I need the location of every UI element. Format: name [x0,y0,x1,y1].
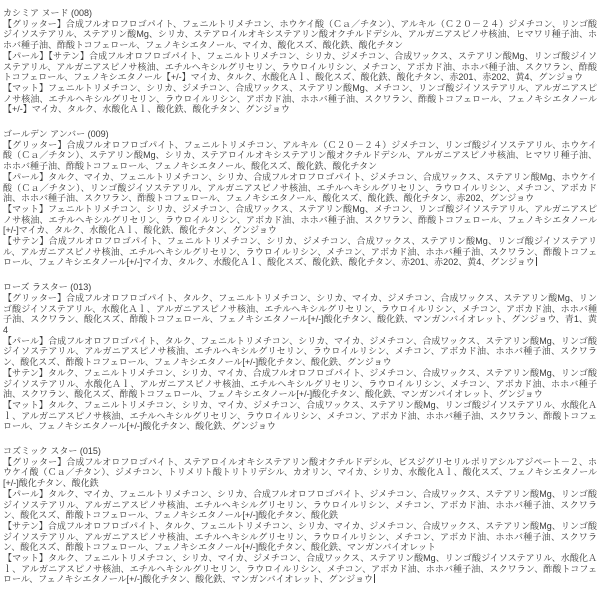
ingredient-text: 【サテン】合成フルオロフロゴパイト、タルク、フェニルトリメチコン、シリカ、マイカ、ジメチコン、合成ワックス、ステアリン酸Mg、リンゴ酸ジイソステアリル、アルガニアスピノサ核油、エチルヘキシルグリセリン、ラウロイルリシン、メチコン、アボカド油、ホホバ種子油、スクワラン、酸化スズ、酢酸トコフェロール、フェノキシエタノール[+/-]酸化チタン、酸化鉄、マンガンバイオレット [3,520,597,553]
text-cursor [374,574,375,583]
ingredient-text: 【グリッター】合成フルオロフロゴパイト、ステアロイルオキシステアリン酸オクチルドデシル、ビスジグリセリルポリアシルアジペート－２、ホウケイ酸（Ｃａ／チタン）、ジメチコン、トリメリト酸トリトリデシル、カオリン、マイカ、シリカ、水酸化Ａｌ、酸化スズ、フェノキシエタノール[+/-]酸化チタン、酸化鉄 [3,456,597,489]
ingredient-paragraph-matte [3,204,597,236]
ingredient-text: 【グリッター】合成フルオロフロゴパイト、フェニルトリメチコン、ホウケイ酸（Ｃａ／チタン）、アルキル（Ｃ２０－２４）ジメチコン、リンゴ酸ジイソステアリル、ステアリン酸Mg、シリカ、ステアロイルオキシステアリン酸オクチルドデシル、アルガニアスピノサ核油、ヒマワリ種子油、ホホバ種子油、酢酸トコフェロール、フェノキシエタノール、マイカ、酸化スズ、酸化鉄、酸化チタン [3,18,597,51]
product-section-013 [3,282,597,432]
ingredient-paragraph-glitter [3,140,597,172]
ingredient-paragraph-pearl [3,336,597,368]
ingredient-text: 【マット】タルク、フェニルトリメチコン、シリカ、マイカ、ジメチコン、合成ワックス、ステアリン酸Mg、リンゴ酸ジイソステアリル、水酸化Ａｌ、アルガニアスピノサ核油、エチルヘキシルグリセリン、ラウロイルリシン、メチコン、アボカド油、ホホバ種子油、スクワラン、酢酸トコフェロール、フェノキシエタノール[+/-]酸化チタン、酸化鉄、グンジョウ [3,399,597,432]
ingredient-paragraph-satin [3,521,597,553]
ingredient-paragraph-glitter [3,293,597,336]
ingredient-text: 【マット】タルク、フェニルトリメチコン、シリカ、マイカ、ジメチコン、合成ワックス、ステアリン酸Mg、リンゴ酸ジイソステアリル、水酸化Ａｌ、アルガニアスピノサ核油、エチルヘキシルグリセリン、ラウロイルリシン、メチコン、アボカド油、ホホバ種子油、スクワラン、酢酸トコフェロール、フェノキシエタノール[+/-]酸化チタン、酸化鉄、マンガンバイオレット、グンジョウ [3,553,597,585]
ingredient-text: 【パール】【サテン】合成フルオロフロゴパイト、フェニルトリメチコン、シリカ、ジメチコン、合成ワックス、ステアリン酸Mg、リンゴ酸ジイソステアリル、アルガニアスピノサ核油、エチルヘキシルグリセリン、ラウロイルリシン、メチコン、アボカド油、ホホバ種子油、スクワラン、酢酸トコフェロール、フェノキシエタノール【+/-】マイカ、タルク、水酸化Ａｌ、酸化スズ、酸化鉄、酸化チタン、赤201、赤202、黄4、グンジョウ [3,50,597,83]
ingredient-paragraph-pearl [3,172,597,204]
ingredient-paragraph-pearl [3,489,597,521]
ingredient-paragraph-satin [3,236,597,268]
product-name: コズミック スター (015) [3,446,101,457]
ingredient-paragraph-satin [3,368,597,400]
ingredient-text: 【マット】フェニルトリメチコン、シリカ、ジメチコン、合成ワックス、ステアリン酸Mg、メチコン、リンゴ酸ジイソステアリル、アルガニアスピノサ核油、エチルヘキシルグリセリン、ラウロイルリシン、アボカド油、ホホバ種子油、スクワラン、酢酸トコフェロール、フェノキシエタノール[+/-]マイカ、タルク、水酸化Ａｌ、酸化鉄、酸化チタン、グンジョウ [3,203,597,236]
ingredient-text: 【マット】フェニルトリメチコン、シリカ、ジメチコン、合成ワックス、ステアリン酸Mg、メチコン、リンゴ酸ジイソステアリル、アルガニアスピノサ核油、エチルヘキシルグリセリン、ラウロイルリシン、アボカド油、ホホバ種子油、スクワラン、酢酸トコフェロール、フェノキシエタノール【+/-】マイカ、タルク、水酸化Ａｌ、酸化鉄、酸化チタン、グンジョウ [3,82,597,115]
ingredient-text: 【サテン】タルク、フェニルトリメチコン、シリカ、マイカ、合成フルオロフロゴパイト、ジメチコン、合成ワックス、ステアリン酸Mg、リンゴ酸ジイソステアリル、水酸化Ａｌ、アルガニアスピノサ核油、エチルヘキシルグリセリン、ラウロイルリシン、メチコン、アボカド油、ホホバ種子油、スクワラン、酸化スズ、酢酸トコフェロール、フェノキシエタノール[+/-]酸化チタン、酸化鉄、マンガンバイオレット、グンジョウ [3,367,597,400]
product-section-015 [3,446,597,585]
ingredient-paragraph-glitter [3,457,597,489]
ingredient-paragraph-matte [3,553,597,585]
ingredient-text: 【パール】合成フルオロフロゴパイト、タルク、フェニルトリメチコン、シリカ、マイカ、ジメチコン、合成ワックス、ステアリン酸Mg、リンゴ酸ジイソステアリル、アルガニアスピノサ核油、エチルヘキシルグリセリン、ラウロイルリシン、メチコン、アボカド油、ホホバ種子油、スクワラン、酸化スズ、酢酸トコフェロール、フェノキシエタノール[+/-]酸化チタン、酸化鉄、グンジョウ [3,335,597,368]
product-section-009 [3,129,597,268]
product-name: ローズ ラスター (013) [3,282,92,293]
product-section-008 [3,8,597,115]
product-name: ゴールデン アンバー (009) [3,129,109,140]
ingredient-text: 【グリッター】合成フルオロフロゴパイト、フェニルトリメチコン、アルキル（Ｃ２０－２４）ジメチコン、リンゴ酸ジイソステアリル、ホウケイ酸（Ｃａ／チタン）、ステアリン酸Mg、シリカ、ステアロイルオキシステアリン酸オクチルドデシル、アルガニアスピノサ核油、ヒマワリ種子油、ホホバ種子油、酢酸トコフェロール、フェノキシエタノール、酸化スズ、酸化鉄、酸化チタン [3,139,597,172]
ingredient-paragraph-glitter [3,19,597,51]
ingredient-paragraph-pearl-satin [3,51,597,83]
text-cursor [536,257,537,266]
ingredient-paragraph-matte [3,83,597,115]
ingredient-text: 【パール】タルク、マイカ、フェニルトリメチコン、シリカ、合成フルオロフロゴパイト、ジメチコン、合成ワックス、ステアリン酸Mg、ホウケイ酸（Ｃａ／チタン）、リンゴ酸ジイソステアリル、アルガニアスピノサ核油、エチルヘキシルグリセリン、ラウロイルリシン、メチコン、アボカド油、ホホバ種子油、スクワラン、酢酸トコフェロール、フェノキシエタノール、酸化スズ、酸化鉄、酸化チタン、赤202、グンジョウ [3,171,597,204]
product-name: カシミア ヌード (008) [3,8,93,18]
ingredient-text: 【パール】タルク、マイカ、フェニルトリメチコン、シリカ、合成フルオロフロゴパイト、ジメチコン、合成ワックス、ステアリン酸Mg、リンゴ酸ジイソステアリル、アルガニアスピノサ核油、エチルヘキシルグリセリン、ラウロイルリシン、メチコン、アボカド油、ホホバ種子油、スクワラン、酸化スズ、酢酸トコフェロール、フェノキシエタノール[+/-]酸化チタン、酸化鉄 [3,488,597,521]
ingredient-text: 【サテン】合成フルオロフロゴパイト、フェニルトリメチコン、シリカ、ジメチコン、合成ワックス、ステアリン酸Mg、リンゴ酸ジイソステアリル、アルガニアスピノサ核油、エチルヘキシルグリセリン、ラウロイルリシン、メチコン、アボカド油、ホホバ種子油、スクワラン、酢酸トコフェロール、フェノキシエタノール[+/-]マイカ、タルク、水酸化Ａｌ、酸化スズ、酸化鉄、酸化チタン、赤201、赤202、黄4、グンジョウ [3,236,597,268]
ingredient-paragraph-matte [3,400,597,432]
ingredient-text: 【グリッター】合成フルオロフロゴパイト、タルク、フェニルトリメチコン、シリカ、マイカ、ジメチコン、合成ワックス、ステアリン酸Mg、リンゴ酸ジイソステアリル、水酸化Ａｌ、アルガニアスピノサ核油、エチルヘキシルグリセリン、ラウロイルリシン、メチコン、アボカド油、ホホバ種子油、スクワラン、酸化スズ、酢酸トコフェロール、フェノキシエタノール[+/-]酸化チタン、酸化鉄、マンガンバイオレット、グンジョウ、青1、黄4 [3,292,597,335]
